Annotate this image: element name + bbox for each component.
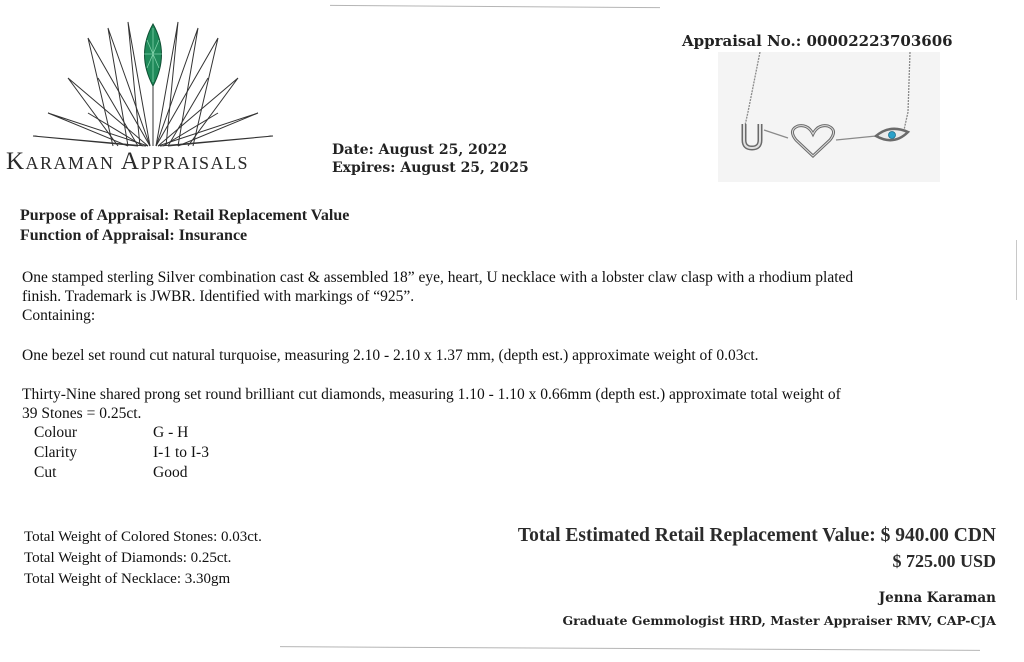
- spec-clarity-value: I-1 to I-3: [153, 444, 209, 461]
- purpose-of-appraisal: Purpose of Appraisal: Retail Replacement Value: [20, 207, 350, 224]
- total-diamonds: Total Weight of Diamonds: 0.25ct.: [24, 550, 232, 566]
- spec-cut-label: Cut: [34, 464, 57, 481]
- scan-line-right: [1016, 240, 1017, 300]
- function-of-appraisal: Function of Appraisal: Insurance: [20, 227, 248, 244]
- brand-name: Karaman Appraisals: [6, 148, 250, 175]
- logo-fan-icon: [28, 18, 278, 148]
- appraisal-date: Date: August 25, 2022: [332, 142, 508, 158]
- spec-colour-label: Colour: [34, 424, 78, 441]
- total-necklace-weight: Total Weight of Necklace: 3.30gm: [24, 571, 231, 587]
- appraisal-expires: Expires: August 25, 2025: [332, 160, 529, 176]
- appraiser-name: Jenna Karaman: [878, 590, 996, 606]
- diamonds-description-line-2: 39 Stones = 0.25ct.: [22, 405, 142, 422]
- appraiser-credentials: Graduate Gemmologist HRD, Master Appraiser RMV, CAP-CJA: [562, 613, 996, 628]
- appraisal-number: Appraisal No.: 00002223703606: [682, 32, 953, 50]
- replacement-value-usd: $ 725.00 USD: [892, 551, 996, 571]
- diamonds-description-line-1: Thirty-Nine shared prong set round brilliant cut diamonds, measuring 1.10 - 1.10 x 0.66mm (depth est.) approximate total weight of: [22, 386, 841, 403]
- total-colored-stones: Total Weight of Colored Stones: 0.03ct.: [24, 529, 262, 545]
- replacement-value-cdn: Total Estimated Retail Replacement Value: $ 940.00 CDN: [517, 525, 996, 546]
- description-containing: Containing:: [22, 307, 96, 324]
- description-line-2: finish. Trademark is JWBR. Identified with markings of “925”.: [22, 288, 415, 305]
- scan-line-bottom: [280, 646, 980, 651]
- spec-cut-value: Good: [153, 464, 188, 481]
- spec-clarity-label: Clarity: [34, 444, 78, 461]
- turquoise-description: One bezel set round cut natural turquoise, measuring 2.10 - 2.10 x 1.37 mm, (depth est.) approximate weight of 0.03ct.: [22, 347, 759, 364]
- description-line-1: One stamped sterling Silver combination cast & assembled 18” eye, heart, U necklace with a lobster claw clasp with a rhodium plated: [22, 269, 854, 286]
- spec-colour-value: G - H: [153, 424, 189, 441]
- necklace-photo: [718, 52, 940, 182]
- scan-line-top: [330, 5, 660, 8]
